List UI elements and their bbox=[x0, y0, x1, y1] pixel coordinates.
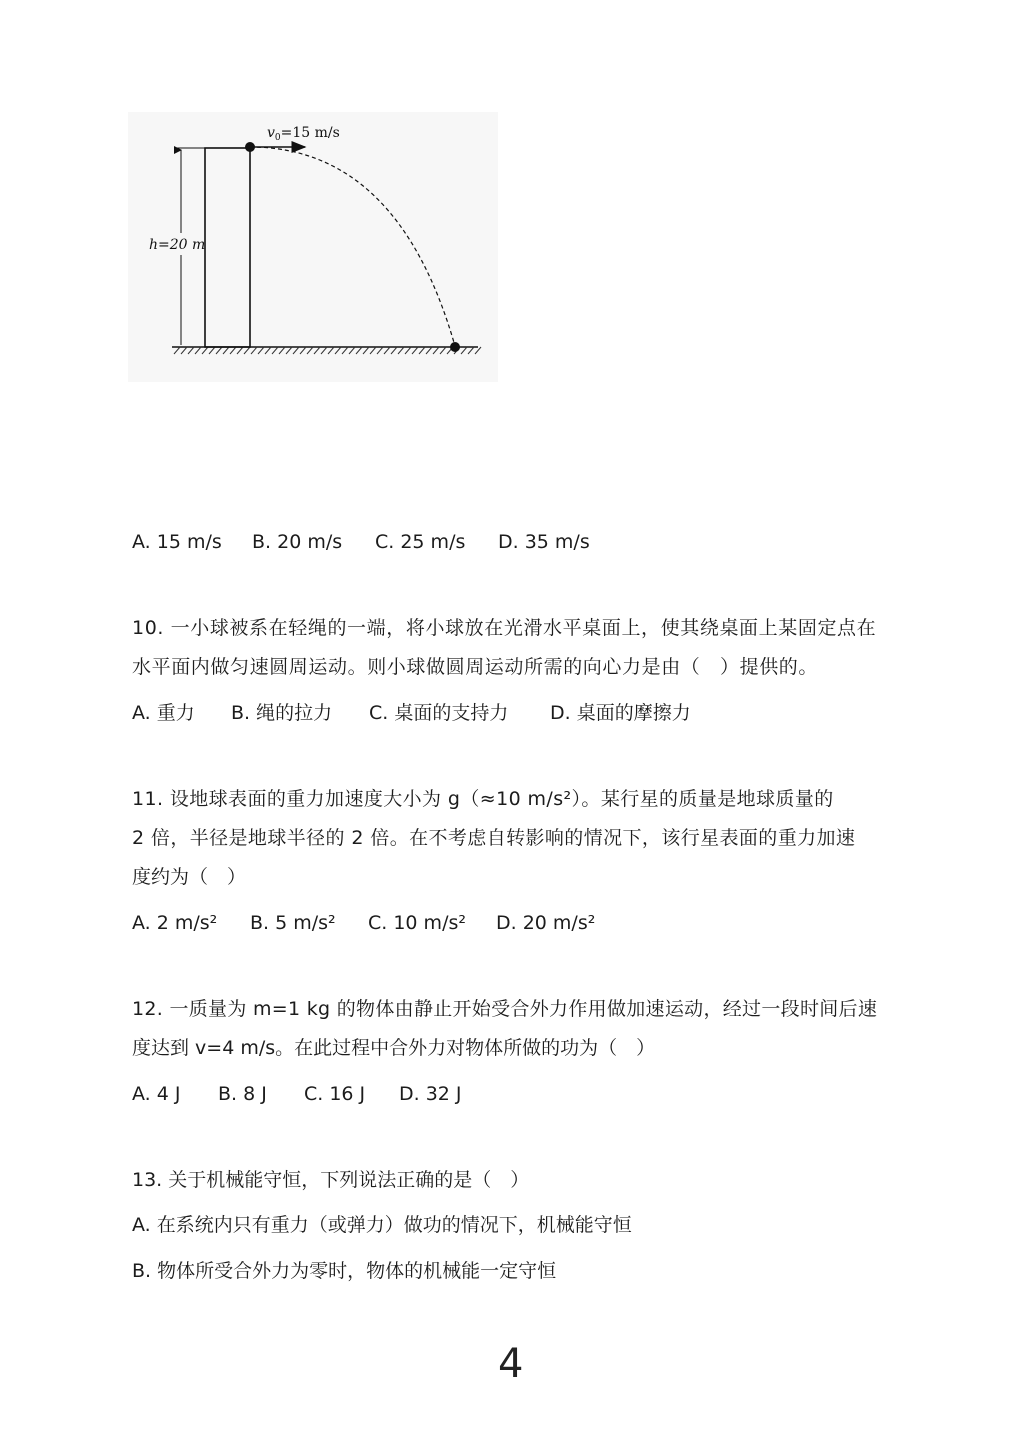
page-number: 4 bbox=[498, 1341, 524, 1387]
q13-option-b: B. 物体所受合外力为零时，物体的机械能一定守恒 bbox=[132, 1260, 557, 1282]
hatch-mark bbox=[251, 347, 257, 354]
hatch-mark bbox=[181, 347, 187, 354]
hatch-mark bbox=[363, 347, 369, 354]
q13-option-a: A. 在系统内只有重力（或弹力）做功的情况下，机械能守恒 bbox=[132, 1214, 632, 1236]
q11-option-a: A. 2 m/s² bbox=[132, 912, 218, 934]
hatch-mark bbox=[230, 347, 236, 354]
hatch-mark bbox=[377, 347, 383, 354]
hatch-mark bbox=[244, 347, 250, 354]
q13-line-1: 13. 关于机械能守恒，下列说法正确的是（ ） bbox=[132, 1169, 530, 1191]
hatch-mark bbox=[279, 347, 285, 354]
hatch-mark bbox=[321, 347, 327, 354]
ball-landing bbox=[450, 342, 460, 352]
trajectory-path bbox=[250, 147, 455, 346]
hatch-mark bbox=[398, 347, 404, 354]
hatch-mark bbox=[174, 347, 180, 354]
hatch-mark bbox=[272, 347, 278, 354]
hatch-mark bbox=[258, 347, 264, 354]
hatch-mark bbox=[461, 347, 467, 354]
hatch-mark bbox=[265, 347, 271, 354]
hatch-mark bbox=[384, 347, 390, 354]
hatch-mark bbox=[475, 347, 481, 354]
q10-option-d: D. 桌面的摩擦力 bbox=[550, 702, 691, 724]
q10-line-1: 10. 一小球被系在轻绳的一端，将小球放在光滑水平桌面上，使其绕桌面上某固定点在 bbox=[132, 617, 877, 639]
tower bbox=[205, 148, 250, 347]
hatch-mark bbox=[300, 347, 306, 354]
q9-option-a: A. 15 m/s bbox=[132, 531, 222, 553]
hatch-mark bbox=[223, 347, 229, 354]
hatch-mark bbox=[349, 347, 355, 354]
hatch-mark bbox=[195, 347, 201, 354]
hatch-mark bbox=[237, 347, 243, 354]
hatch-mark bbox=[419, 347, 425, 354]
q10-option-a: A. 重力 bbox=[132, 702, 195, 724]
q12-line-2: 度达到 v=4 m/s。在此过程中合外力对物体所做的功为（ ） bbox=[132, 1037, 656, 1059]
hatch-mark bbox=[328, 347, 334, 354]
hatch-mark bbox=[307, 347, 313, 354]
q12-option-c: C. 16 J bbox=[304, 1083, 366, 1105]
q9-option-c: C. 25 m/s bbox=[375, 531, 466, 553]
q12-option-a: A. 4 J bbox=[132, 1083, 181, 1105]
hatch-mark bbox=[342, 347, 348, 354]
hatch-mark bbox=[356, 347, 362, 354]
projectile-svg bbox=[128, 112, 498, 382]
hatch-mark bbox=[370, 347, 376, 354]
height-label: h=20 m bbox=[149, 237, 206, 253]
q11-option-b: B. 5 m/s² bbox=[250, 912, 336, 934]
q10-line-2: 水平面内做匀速圆周运动。则小球做圆周运动所需的向心力是由（ ）提供的。 bbox=[132, 656, 819, 678]
q9-option-d: D. 35 m/s bbox=[498, 531, 590, 553]
ground-hatching bbox=[174, 347, 481, 354]
q12-option-b: B. 8 J bbox=[218, 1083, 267, 1105]
q11-line-1: 11. 设地球表面的重力加速度大小为 g（≈10 m/s²）。某行星的质量是地球质量的 bbox=[132, 788, 834, 810]
hatch-mark bbox=[412, 347, 418, 354]
q9-option-b: B. 20 m/s bbox=[252, 531, 343, 553]
ball-start bbox=[245, 142, 255, 152]
hatch-mark bbox=[468, 347, 474, 354]
hatch-mark bbox=[433, 347, 439, 354]
hatch-mark bbox=[188, 347, 194, 354]
q11-line-2: 2 倍，半径是地球半径的 2 倍。在不考虑自转影响的情况下，该行星表面的重力加速 bbox=[132, 827, 856, 849]
hatch-mark bbox=[209, 347, 215, 354]
hatch-mark bbox=[216, 347, 222, 354]
hatch-mark bbox=[426, 347, 432, 354]
hatch-mark bbox=[440, 347, 446, 354]
hatch-mark bbox=[391, 347, 397, 354]
q11-line-3: 度约为（ ） bbox=[132, 866, 247, 888]
velocity-label: $v_0=15$ m/s bbox=[267, 125, 340, 143]
hatch-mark bbox=[405, 347, 411, 354]
hatch-mark bbox=[293, 347, 299, 354]
q12-line-1: 12. 一质量为 m=1 kg 的物体由静止开始受合外力作用做加速运动，经过一段时间后速 bbox=[132, 998, 878, 1020]
q11-option-c: C. 10 m/s² bbox=[368, 912, 466, 934]
hatch-mark bbox=[202, 347, 208, 354]
q10-option-b: B. 绳的拉力 bbox=[231, 702, 333, 724]
q12-option-d: D. 32 J bbox=[399, 1083, 462, 1105]
hatch-mark bbox=[314, 347, 320, 354]
q10-option-c: C. 桌面的支持力 bbox=[369, 702, 509, 724]
hatch-mark bbox=[286, 347, 292, 354]
hatch-mark bbox=[335, 347, 341, 354]
q11-option-d: D. 20 m/s² bbox=[496, 912, 596, 934]
projectile-diagram bbox=[128, 112, 498, 382]
